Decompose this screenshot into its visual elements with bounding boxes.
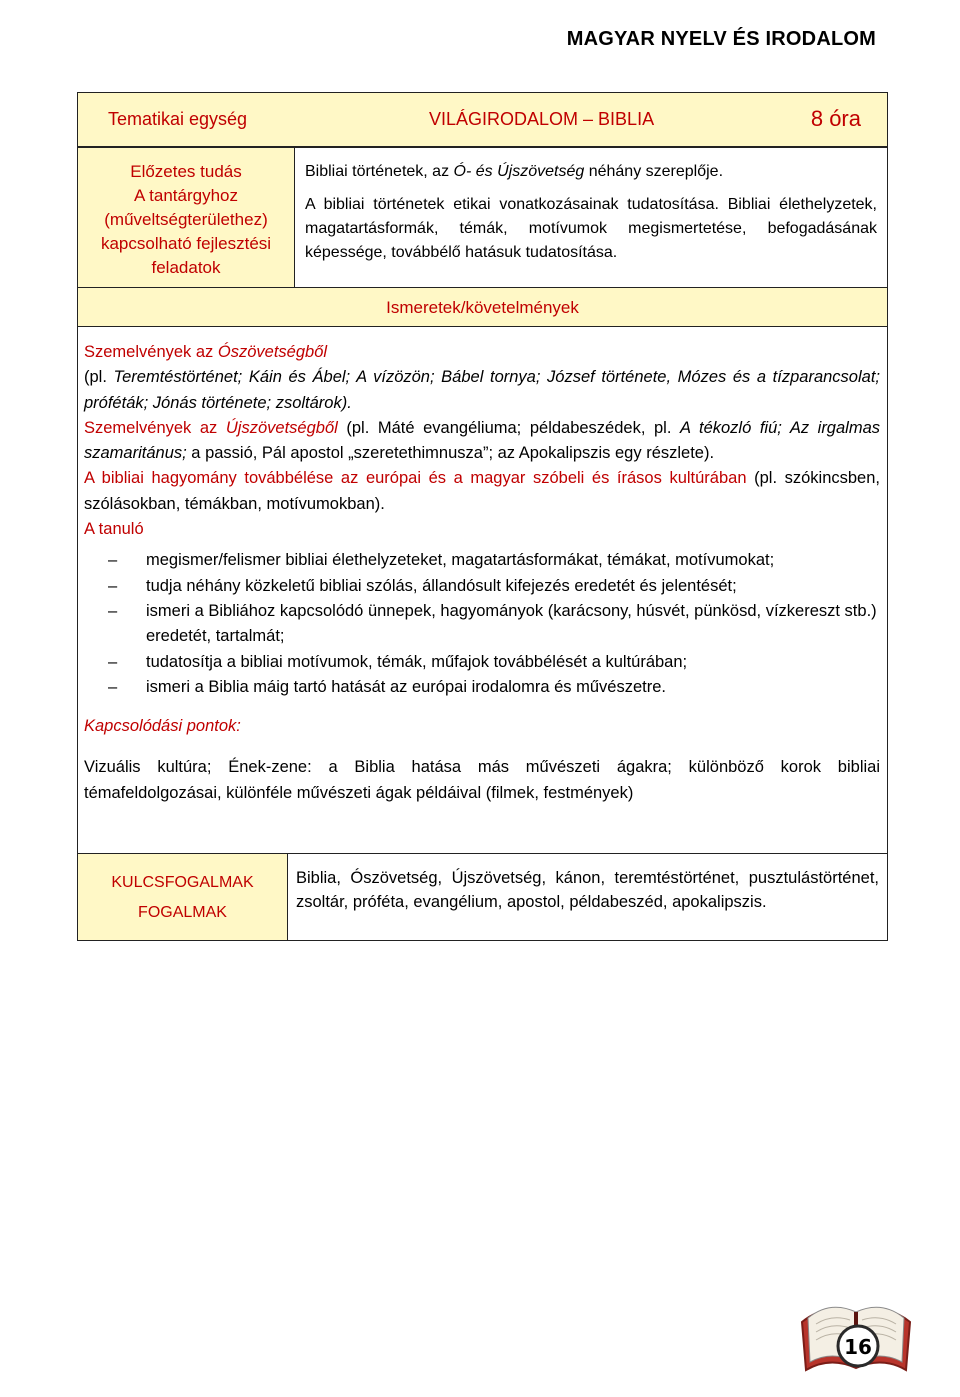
list-item: – megismer/felismer bibliai élethelyzeteket, magatartásformákat, témákat, motívumokat; — [108, 551, 775, 570]
student-intro: A tanuló — [84, 520, 144, 539]
tasks-label-line-1: A tantárgyhoz — [134, 186, 238, 205]
new-testament-paragraph: Szemelvények az Újszövetségből (pl. Máté evangéliuma; példabeszédek, pl. A tékozló fiú; Az irgalmas szamaritánus; a passió, Pál apostol „szeretethimnusza”; az Apokalipszis egy részlete). — [84, 418, 880, 463]
unit-hours: 8 óra — [810, 106, 861, 131]
key-concepts-text: Biblia, Ószövetség, Újszövetség, kánon, teremtéstörténet, pusztulástörténet, zsoltár, próféta, evangélium, apostol, példabeszéd, apokalipszis. — [287, 853, 888, 941]
student-outcomes-list — [84, 548, 880, 700]
requirements-content — [84, 340, 880, 806]
connections-text: Vizuális kultúra; Ének-zene: a Biblia hatása más művészeti ágakra; különböző korok bibliai témafeldolgozásai, különféle művészeti ágak példáival (filmek, festmények) — [84, 758, 880, 802]
key-concepts-label-1: KULCSFOGALMAK — [111, 874, 254, 891]
running-header: MAGYAR NYELV ÉS IRODALOM — [566, 28, 876, 50]
prereq-tasks-labels — [77, 147, 295, 288]
section-heading: Ismeretek/követelmények — [77, 287, 888, 327]
prereq-text: Bibliai történetek, az Ó- és Újszövetség néhány szereplője. — [305, 163, 724, 180]
tradition-heading: A bibliai hagyomány továbbélése az európai és a magyar szóbeli és írásos kultúrában — [84, 469, 747, 488]
new-testament-heading: Szemelvények az Újszövetségből — [84, 418, 338, 437]
old-testament-text: (pl. Teremtéstörténet; Káin és Ábel; A vízözön; Bábel tornya; József története, Mózes és a tízparancsolat; próféták; Jónás története; zsoltárok). — [84, 368, 880, 412]
list-item: – ismeri a Bibliához kapcsolódó ünnepek, hagyományok (karácsony, húsvét, pünkösd, vízkereszt stb.) eredetét, tartalmát; — [108, 601, 877, 646]
old-testament-heading: Szemelvények az Ószövetségből — [84, 343, 328, 361]
list-item: – ismeri a Biblia máig tartó hatását az európai irodalomra és művészetre. — [108, 677, 666, 696]
tasks-label-line-4: feladatok — [151, 258, 221, 277]
page-number: 16 — [844, 1335, 872, 1359]
title-row — [77, 92, 888, 147]
key-concepts-label — [77, 853, 288, 941]
tasks-text: A bibliai történetek etikai vonatkozásainak tudatosítása. Bibliai élethelyzetek, magatartásformák, témák, motívumok megismertetése, befogadásának képessége, továbbélő hatásuk tudatosítása. — [305, 196, 877, 261]
connections-heading: Kapcsolódási pontok: — [84, 717, 241, 736]
tasks-label-line-3: kapcsolható fejlesztési — [100, 234, 272, 253]
key-concepts-label-2: FOGALMAK — [138, 904, 227, 921]
open-book-icon — [796, 1282, 916, 1382]
prereq-tasks-text — [294, 147, 888, 288]
tasks-label-line-2: (műveltségterülethez) — [104, 210, 268, 229]
prereq-label: Előzetes tudás — [130, 162, 242, 181]
unit-label: Tematikai egység — [108, 109, 248, 129]
list-item: – tudja néhány közkeletű bibliai szólás, állandósult kifejezés eredetét és jelentését; — [108, 576, 737, 595]
unit-title: VILÁGIRODALOM – BIBLIA — [429, 109, 655, 129]
tradition-paragraph: A bibliai hagyomány továbbélése az európai és a magyar szóbeli és írásos kultúrában (pl. szókincsben, szólásokban, témákban, motívumokban). — [84, 469, 880, 513]
list-item: – tudatosítja a bibliai motívumok, témák, műfajok továbbélését a kultúrában; — [108, 652, 688, 671]
